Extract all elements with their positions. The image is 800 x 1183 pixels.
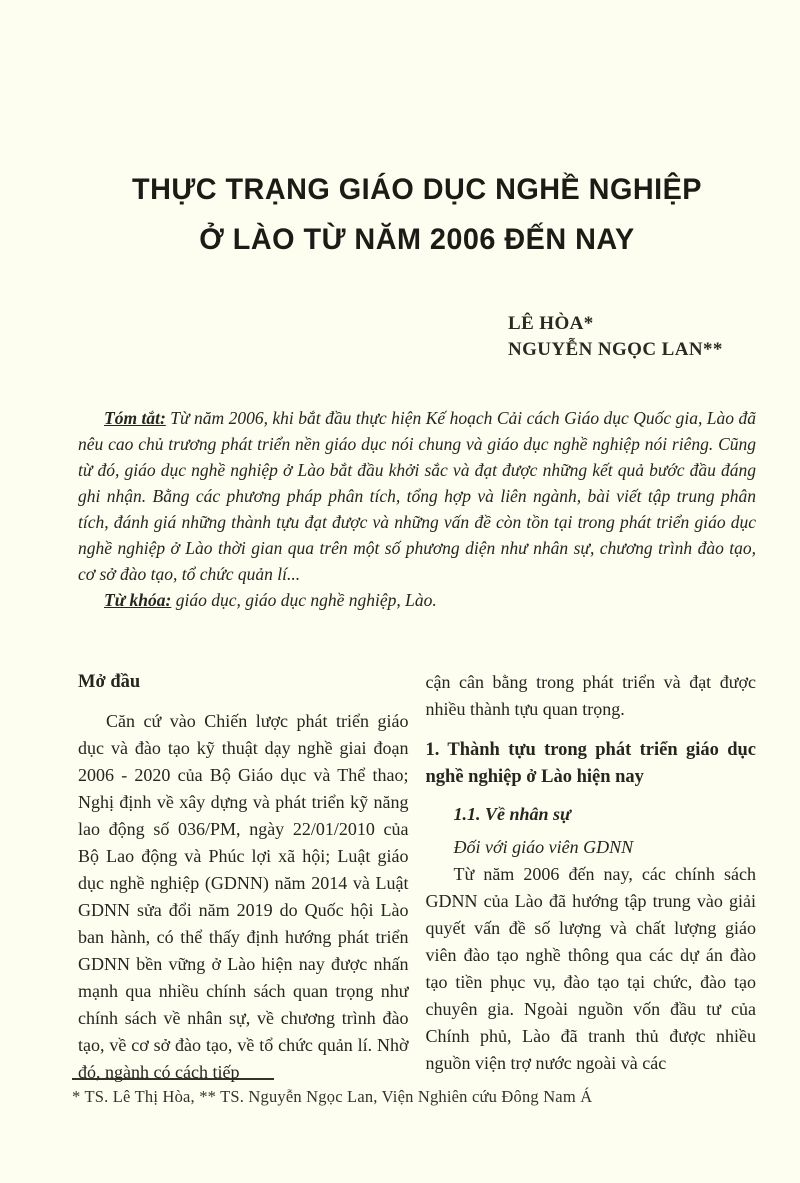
section-1-1-heading: 1.1. Về nhân sự <box>453 804 571 824</box>
keywords-label: Từ khóa: <box>104 590 172 610</box>
author-block <box>508 311 756 363</box>
footnote-block <box>72 1078 692 1107</box>
article-title-line1: THỰC TRẠNG GIÁO DỤC NGHỀ NGHIỆP <box>132 173 702 206</box>
section-1-1-paragraph: Từ năm 2006 đến nay, các chính sách GDNN của Lào đã hướng tập trung vào giải quyết vấn đề số lượng và chất lượng giáo viên đào tạo nghề thông qua các dự án đào tạo tiền phục vụ, đào tạo tại chức, đào tạo chuyên gia. Ngoài nguồn vốn đầu tư của Chính phủ, Lào đã tranh thủ được nhiều nguồn viện trợ nước ngoài và các <box>425 864 756 1073</box>
article-title-line2: Ở LÀO TỪ NĂM 2006 ĐẾN NAY <box>199 223 635 256</box>
keywords-paragraph <box>78 587 756 613</box>
section-1-heading: 1. Thành tựu trong phát triển giáo dục nghề nghiệp ở Lào hiện nay <box>425 740 756 787</box>
keywords-text: giáo dục, giáo dục nghề nghiệp, Lào. <box>171 590 437 610</box>
abstract-section <box>78 405 756 613</box>
article-title <box>92 165 743 265</box>
abstract-paragraph <box>78 405 756 587</box>
teacher-leadin: Đối với giáo viên GDNN <box>453 837 634 857</box>
author-name-1: LÊ HÒA* <box>508 313 594 334</box>
body-columns <box>78 669 756 1086</box>
footnote-separator <box>72 1078 274 1080</box>
author-name-2: NGUYỄN NGỌC LAN** <box>508 339 723 360</box>
left-column <box>78 669 409 1086</box>
abstract-label: Tóm tắt: <box>104 408 166 428</box>
right-column <box>426 669 757 1086</box>
intro-paragraph: Căn cứ vào Chiến lược phát triển giáo dục và đào tạo kỹ thuật dạy nghề giai đoạn 2006 - 2020 của Bộ Giáo dục và Thể thao; Nghị định về xây dựng và phát triển kỹ năng lao động số 036/PM, ngày 22/01/2010 của Bộ Lao động và Phúc lợi xã hội; Luật giáo dục nghề nghiệp (GDNN) năm 2014 và Luật GDNN sửa đổi năm 2019 do Quốc hội Lào ban hành, có thể thấy định hướng phát triển GDNN bền vững ở Lào hiện nay được nhấn mạnh qua nhiều chính sách quan trọng như chính sách về nhân sự, về chương trình đào tạo, về cơ sở đào tạo, về tổ chức quản lí. Nhờ đó, ngành có cách tiếp <box>78 711 409 1082</box>
intro-heading: Mở đầu <box>78 672 141 692</box>
abstract-text: Từ năm 2006, khi bắt đầu thực hiện Kế hoạch Cải cách Giáo dục Quốc gia, Lào đã nêu cao chủ trương phát triển nền giáo dục nói chung và giáo dục nghề nghiệp nói riêng. Cũng từ đó, giáo dục nghề nghiệp ở Lào bắt đầu khởi sắc và đạt được những kết quả bước đầu đáng ghi nhận. Bằng các phương pháp phân tích, tổng hợp và liên ngành, bài viết tập trung phân tích, đánh giá những thành tựu đạt được và những vấn đề còn tồn tại trong phát triển giáo dục nghề nghiệp ở Lào thời gian qua trên một số phương diện như nhân sự, chương trình đào tạo, cơ sở đào tạo, tổ chức quản lí... <box>78 408 756 584</box>
footnote-text: * TS. Lê Thị Hòa, ** TS. Nguyễn Ngọc Lan, Viện Nghiên cứu Đông Nam Á <box>72 1087 593 1106</box>
continuation-paragraph: cận cân bằng trong phát triển và đạt được nhiều thành tựu quan trọng. <box>425 672 756 719</box>
